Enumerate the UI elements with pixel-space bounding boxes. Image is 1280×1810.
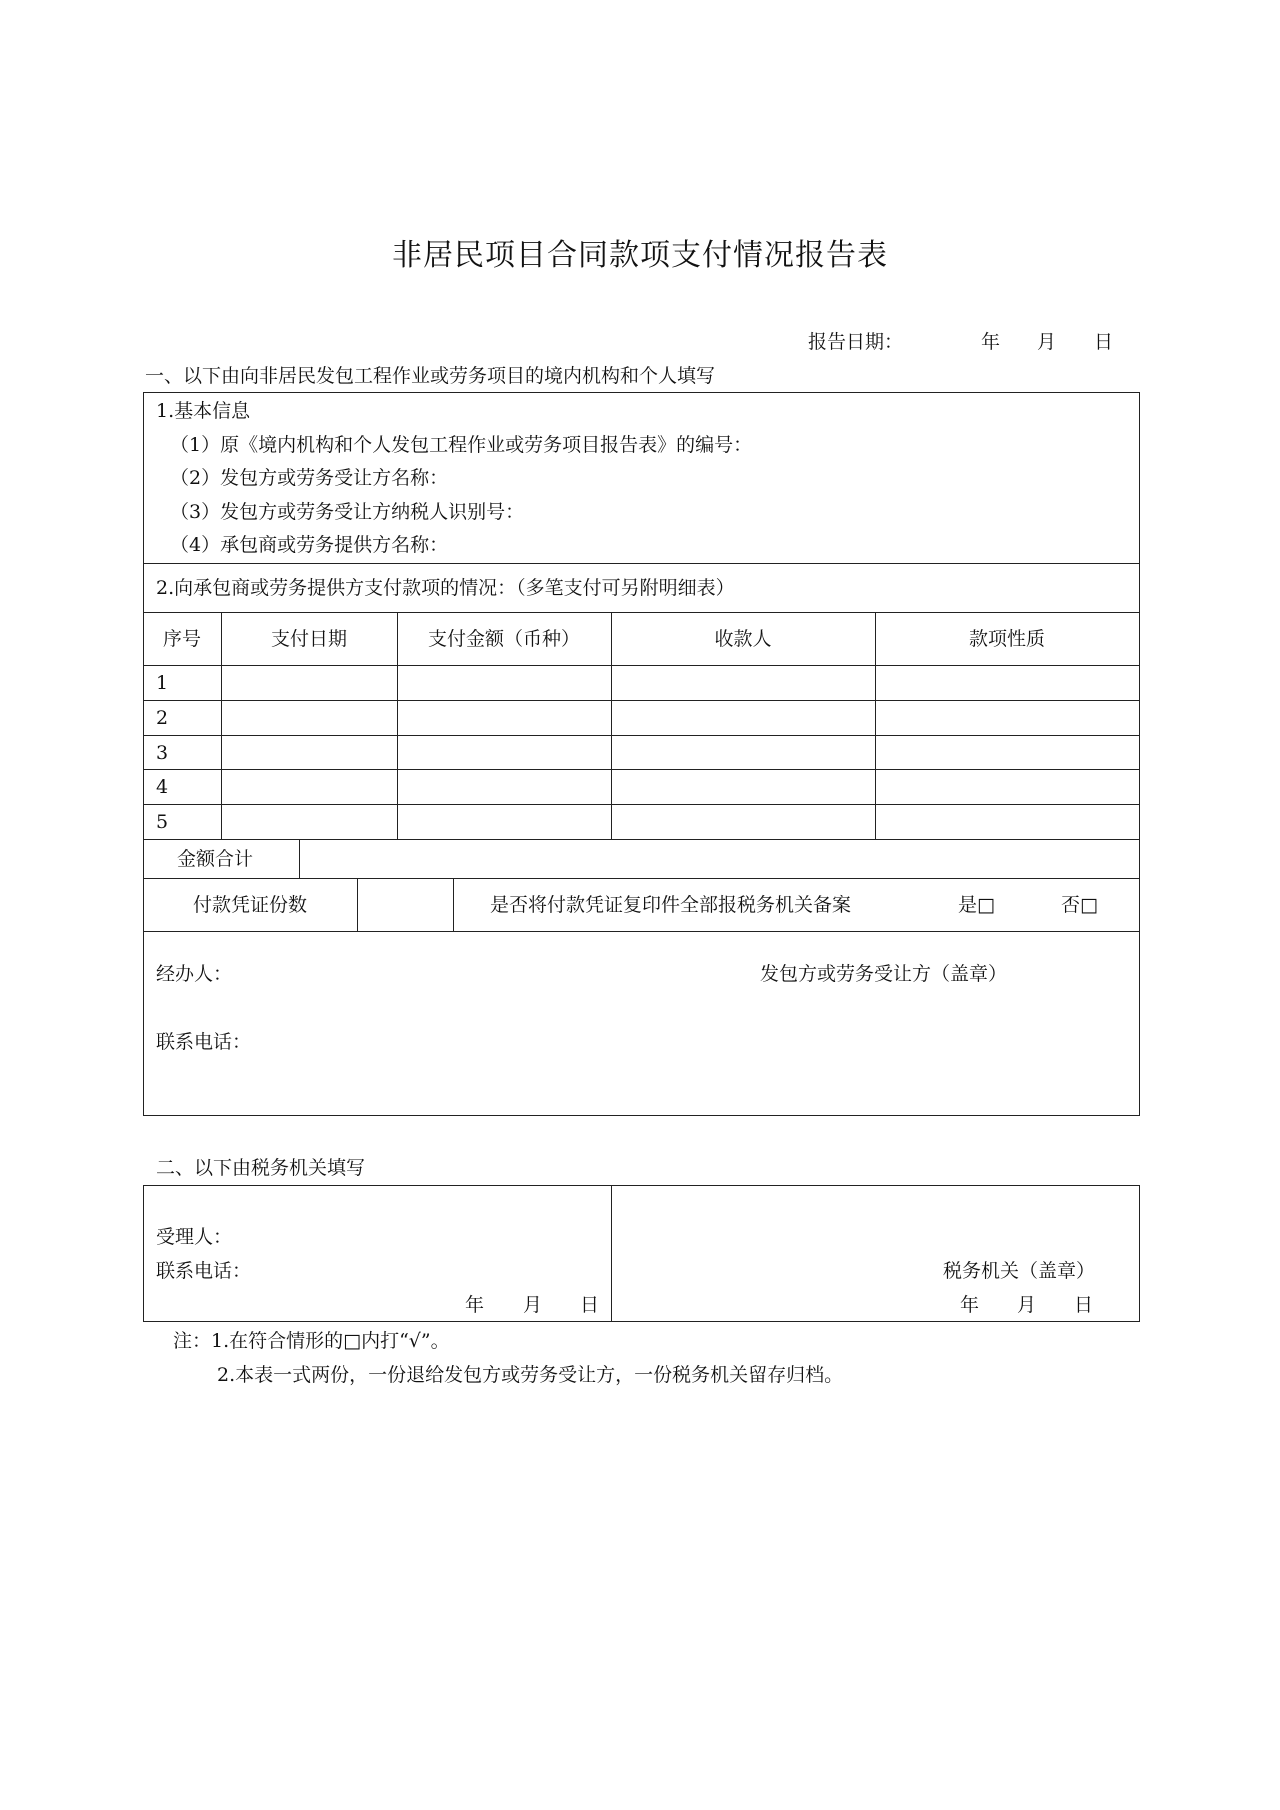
receiver-label: 受理人： bbox=[156, 1226, 233, 1248]
voucher-count-label: 付款凭证份数 bbox=[192, 894, 307, 916]
right-date-year: 年 bbox=[960, 1294, 980, 1316]
basic-info-item: （4）承包商或劳务提供方名称： bbox=[170, 534, 449, 556]
table-row-number: 4 bbox=[156, 776, 169, 798]
table-row-number: 1 bbox=[156, 672, 169, 694]
table-row-number: 2 bbox=[156, 707, 169, 729]
page-title: 非居民项目合同款项支付情况报告表 bbox=[392, 238, 888, 273]
voucher-no-checkbox[interactable]: 否□ bbox=[1061, 894, 1098, 916]
voucher-question: 是否将付款凭证复印件全部报税务机关备案 bbox=[490, 894, 852, 916]
left-date-day: 日 bbox=[580, 1294, 600, 1316]
tax-seal-label: 税务机关（盖章） bbox=[943, 1260, 1096, 1282]
right-date-month: 月 bbox=[1017, 1294, 1037, 1316]
seal-label: 发包方或劳务受让方（盖章） bbox=[760, 963, 1008, 985]
col-header-nature: 款项性质 bbox=[968, 628, 1045, 650]
col-header-seq: 序号 bbox=[162, 628, 201, 650]
right-date-day: 日 bbox=[1074, 1294, 1094, 1316]
basic-info-item: （3）发包方或劳务受让方纳税人识别号： bbox=[170, 501, 525, 523]
note-2: 2.本表一式两份，一份退给发包方或劳务受让方，一份税务机关留存归档。 bbox=[217, 1364, 844, 1386]
basic-info-label: 1.基本信息 bbox=[156, 400, 251, 422]
note-1: 注：1.在符合情形的□内打“√”。 bbox=[173, 1330, 450, 1352]
col-header-payee: 收款人 bbox=[714, 628, 772, 650]
section1-heading: 一、以下由向非居民发包工程作业或劳务项目的境内机构和个人填写 bbox=[145, 365, 716, 387]
total-label: 金额合计 bbox=[177, 848, 254, 870]
col-header-amount: 支付金额（币种） bbox=[427, 628, 580, 650]
table-row-number: 5 bbox=[156, 811, 169, 833]
report-date-day: 日 bbox=[1094, 331, 1114, 353]
report-date-month: 月 bbox=[1037, 331, 1057, 353]
phone-label: 联系电话： bbox=[156, 1031, 252, 1053]
section2-phone-label: 联系电话： bbox=[156, 1260, 252, 1282]
payment-label: 2.向承包商或劳务提供方支付款项的情况：（多笔支付可另附明细表） bbox=[156, 577, 735, 599]
left-date-year: 年 bbox=[465, 1294, 485, 1316]
col-header-date: 支付日期 bbox=[270, 628, 347, 650]
table-row-number: 3 bbox=[156, 742, 169, 764]
voucher-yes-checkbox[interactable]: 是□ bbox=[958, 894, 995, 916]
report-date-year: 年 bbox=[981, 331, 1001, 353]
basic-info-item: （2）发包方或劳务受让方名称： bbox=[170, 467, 449, 489]
report-date-label: 报告日期： bbox=[808, 331, 904, 353]
handler-label: 经办人： bbox=[156, 963, 233, 985]
section2-heading: 二、以下由税务机关填写 bbox=[156, 1157, 366, 1179]
basic-info-item: （1）原《境内机构和个人发包工程作业或劳务项目报告表》的编号： bbox=[170, 434, 753, 456]
left-date-month: 月 bbox=[523, 1294, 543, 1316]
